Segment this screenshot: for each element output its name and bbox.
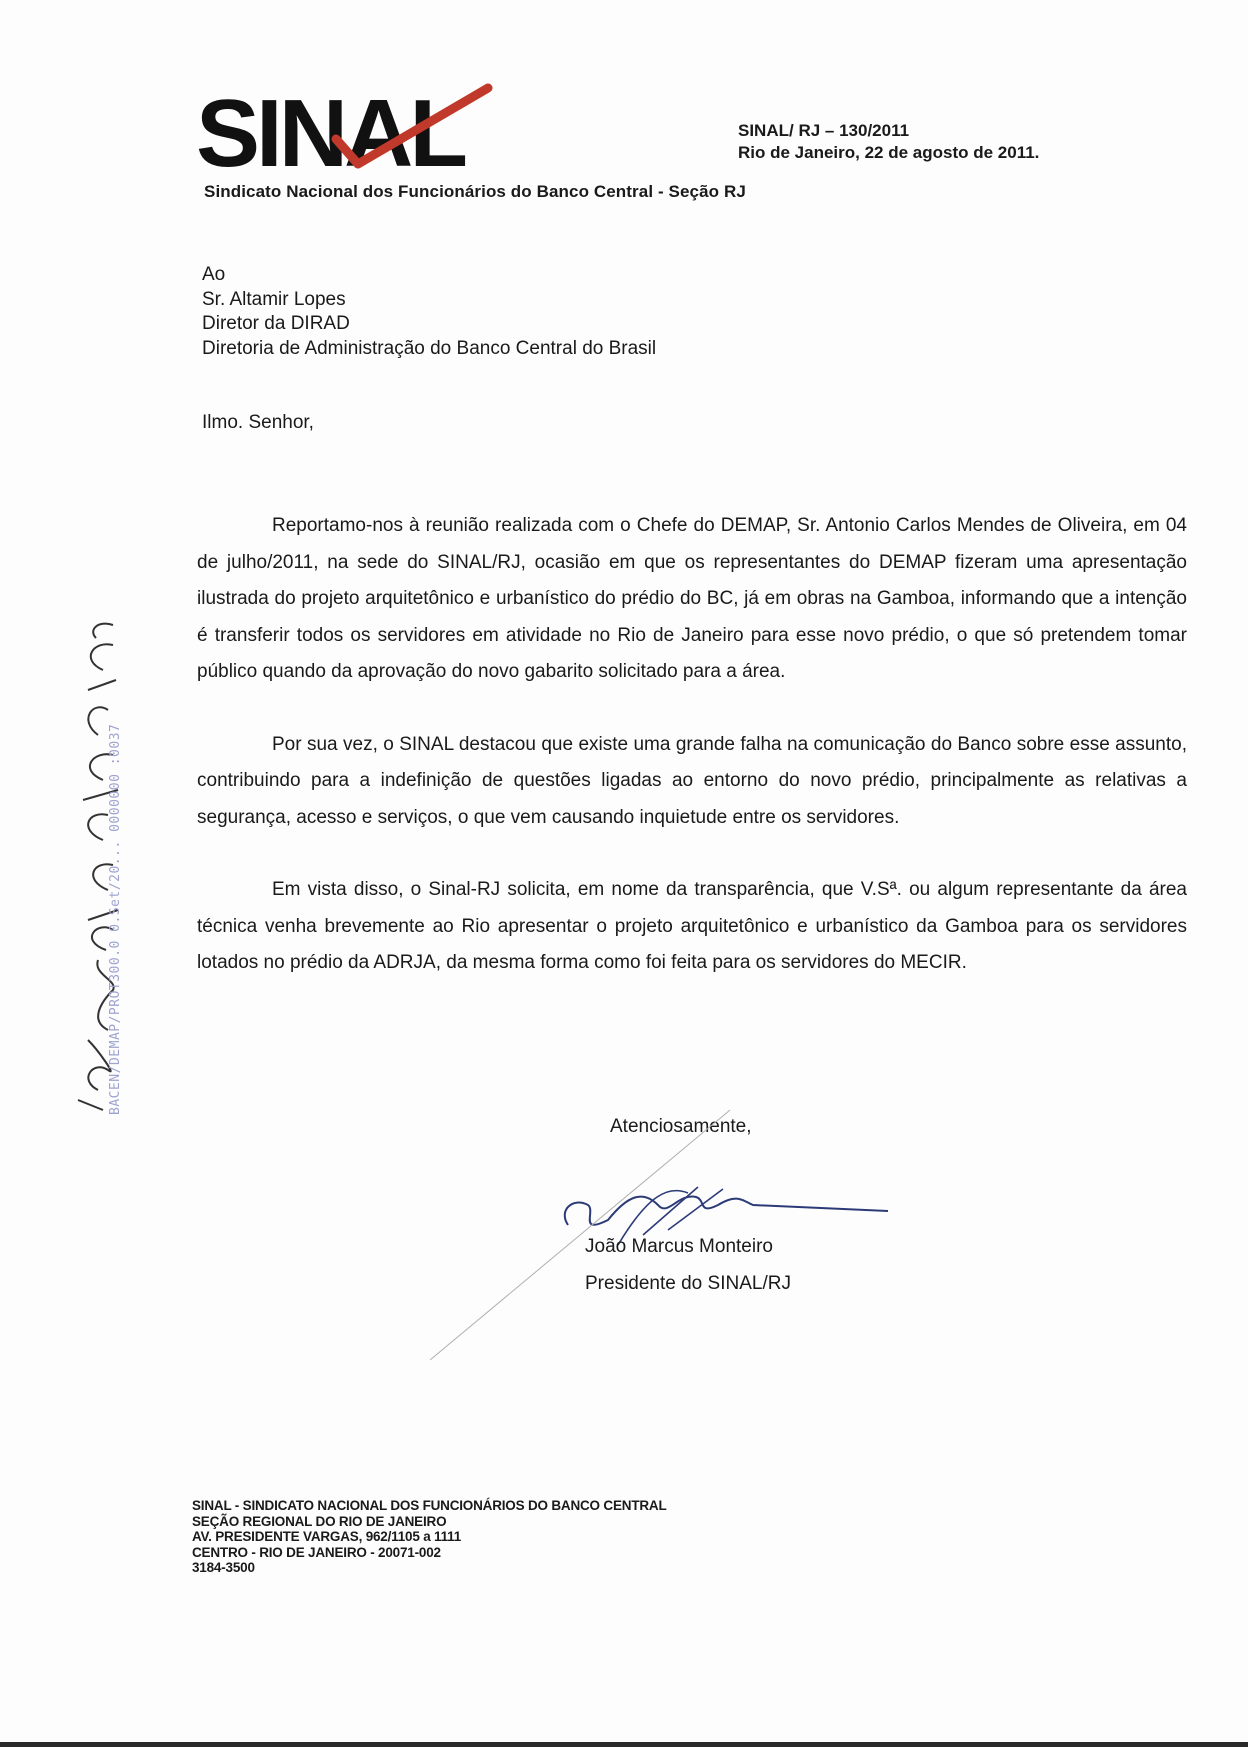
recipient-department: Diretoria de Administração do Banco Central do Brasil: [202, 337, 657, 359]
signer-name: João Marcus Monteiro: [585, 1236, 773, 1257]
footer-line: SEÇÃO REGIONAL DO RIO DE JANEIRO: [192, 1513, 447, 1529]
organization-name: Sindicato Nacional dos Funcionários do Banco Central - Seção RJ: [204, 182, 746, 201]
footer-line: SINAL - SINDICATO NACIONAL DOS FUNCIONÁRIOS DO BANCO CENTRAL: [192, 1498, 667, 1513]
footer-address: [192, 1498, 667, 1576]
closing: Atenciosamente,: [610, 1116, 752, 1137]
pen-stroke: [420, 1100, 740, 1370]
sinal-logo: [196, 80, 496, 187]
footer-phone: 3184-3500: [192, 1560, 255, 1575]
reference-block: [738, 120, 1039, 164]
protocol-stamp: BACEN/DEMAP/PROT300.0 0.Set/20... 0000000 :0037: [108, 723, 123, 1115]
reference-number: SINAL/ RJ – 130/2011: [738, 121, 910, 140]
logo-wordmark: SINAL: [196, 80, 464, 187]
handwritten-note-graphic: [58, 620, 138, 1120]
recipient-line: Ao: [202, 264, 226, 285]
salutation: Ilmo. Senhor,: [202, 412, 314, 433]
recipient-block: [202, 263, 656, 361]
body-paragraph-3: Em vista disso, o Sinal-RJ solicita, em nome da transparência, que V.Sª. ou algum representante da área técnica venha brevemente ao Rio apresentar o projeto arquitetônico e urbanístico da Gamboa para os servidores lotados no prédio da ADRJA, da mesma forma como foi feita para os servidores do MECIR.: [197, 879, 1187, 973]
body-paragraph-1: Reportamo-nos à reunião realizada com o Chefe do DEMAP, Sr. Antonio Carlos Mendes de Oliveira, em 04 de julho/2011, na sede do SINAL/RJ, ocasião em que os representantes do DEMAP fizeram uma apresentação ilustrada do projeto arquitetônico e urbanístico do prédio do BC, já em obras na Gamboa, informando que a intenção é transferir todos os servidores em atividade no Rio de Janeiro para esse novo prédio, o que só pretendem tomar público quando da aprovação do novo gabarito solicitado para a área.: [197, 515, 1187, 682]
footer-line: AV. PRESIDENTE VARGAS, 962/1105 a 1111: [192, 1529, 462, 1544]
recipient-title: Diretor da DIRAD: [202, 313, 350, 334]
letter-body: [197, 508, 1187, 1018]
handwritten-margin-note: [58, 620, 138, 1120]
sinal-logo-graphic: [196, 80, 496, 187]
recipient-name: Sr. Altamir Lopes: [202, 288, 346, 310]
body-paragraph-2: Por sua vez, o SINAL destacou que existe uma grande falha na comunicação do Banco sobre esse assunto, contribuindo para a indefinição de questões ligadas ao entorno do novo prédio, principalmente as relativas a segurança, acesso e serviços, o que vem causando inquietude entre os servidores.: [197, 733, 1187, 828]
signer-title: Presidente do SINAL/RJ: [585, 1273, 791, 1294]
footer-line: CENTRO - RIO DE JANEIRO - 20071-002: [192, 1544, 441, 1560]
scan-border: [0, 1742, 1248, 1747]
letter-date: Rio de Janeiro, 22 de agosto de 2011.: [738, 143, 1040, 162]
pen-stroke-graphic: [420, 1100, 740, 1370]
